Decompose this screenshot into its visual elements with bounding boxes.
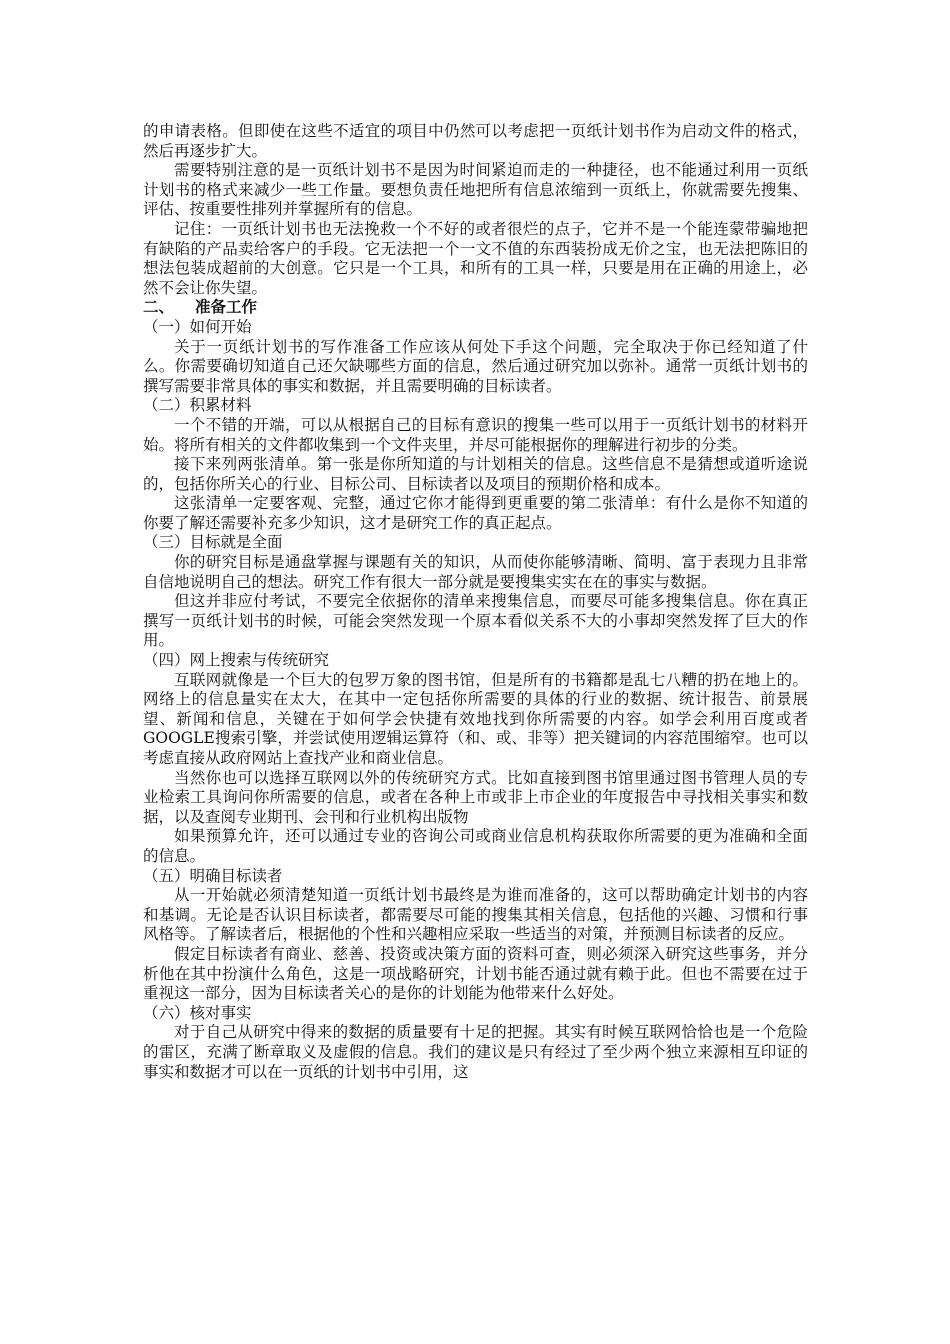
section-number: 二、 <box>143 298 175 317</box>
section-heading-preparation <box>143 298 808 318</box>
paragraph-remember: 记住：一页纸计划书也无法挽救一个不好的或者很烂的点子，它并不是一个能连蒙带骗地把有缺陷的产品卖给客户的手段。它无法把一个一文不值的东西装扮成无价之宝，也无法把陈旧的想法包装成超前的大创意。它只是一个工具，和所有的工具一样，只要是用在正确的用途上，必然不会让你失望。 <box>143 219 808 297</box>
paragraph-data-quality: 对于自己从研究中得来的数据的质量要有十足的把握。其实有时候互联网恰恰也是一个危险的雷区，充满了断章取义及虚假的信息。我们的建议是只有经过了至少两个独立来源相互印证的事实和数据才可以在一页纸的计划书中引用，这 <box>143 1023 808 1081</box>
paragraph-budget: 如果预算允许，还可以通过专业的咨询公司或商业信息机构获取你所需要的更为准确和全面的信息。 <box>143 827 808 865</box>
subheading-verify-facts: （六）核对事实 <box>143 1003 252 1022</box>
subheading-target-reader: （五）明确目标读者 <box>143 866 283 885</box>
subheading-gather-materials: （二）积累材料 <box>143 396 252 415</box>
paragraph-special-attention: 需要特别注意的是一页纸计划书不是因为时间紧迫而走的一种捷径，也不能通过利用一页纸计划书的格式来减少一些工作量。要想负责任地把所有信息浓缩到一页纸上，你就需要先搜集、评估、按重要性排列并掌握所有的信息。 <box>143 161 808 219</box>
paragraph-second-list: 这张清单一定要客观、完整，通过它你才能得到更重要的第二张清单：有什么是你不知道的你要了解还需要补充多少知识，这才是研究工作的真正起点。 <box>143 494 808 532</box>
paragraph-know-reader: 从一开始就必须清楚知道一页纸计划书最终是为谁而准备的，这可以帮助确定计划书的内容和基调。无论是否认识目标读者，都需要尽可能的搜集其相关信息，包括他的兴趣、习惯和行事风格等。了解读者后，根据他的个性和兴趣相应采取一些适当的对策，并预测目标读者的反应。 <box>143 886 808 944</box>
paragraph-good-start: 一个不错的开端，可以从根据自己的目标有意识的搜集一些可以用于一页纸计划书的材料开始。将所有相关的文件都收集到一个文件夹里，并尽可能根据你的理解进行初步的分类。 <box>143 415 808 454</box>
paragraph-research-goal: 你的研究目标是通盘掌握与课题有关的知识，从而使你能够清晰、简明、富于表现力且非常自信地说明自己的想法。研究工作有很大一部分就是要搜集实实在在的事实与数据。 <box>143 553 808 591</box>
document-page <box>143 122 808 1082</box>
subheading-goal-comprehensive: （三）目标就是全面 <box>143 533 283 552</box>
paragraph-how-to-start: 关于一页纸计划书的写作准备工作应该从何处下手这个问题，完全取决于你已经知道了什么。你需要确切知道自己还欠缺哪些方面的信息，然后通过研究加以弥补。通常一页纸计划书的撰写需要非常具体的事实和数据，并且需要明确的目标读者。 <box>143 337 808 395</box>
paragraph-internet-library: 互联网就像是一个巨大的包罗万象的图书馆，但是所有的书籍都是乱七八糟的扔在地上的。网络上的信息量实在太大，在其中一定包括你所需要的具体的行业的数据、统计报告、前景展望、新闻和信息，关键在于如何学会快捷有效地找到你所需要的内容。如学会利用百度或者GOOGLE搜索引擎，并尝试使用逻辑运算符（和、或、非等）把关键词的内容范围缩窄。也可以考虑直接从政府网站上查找产业和商业信息。 <box>143 670 808 767</box>
paragraph-application-form: 的申请表格。但即使在这些不适宜的项目中仍然可以考虑把一页纸计划书作为启动文件的格式，然后再逐步扩大。 <box>143 122 808 160</box>
paragraph-traditional-research: 当然你也可以选择互联网以外的传统研究方式。比如直接到图书馆里通过图书管理人员的专业检索工具询问你所需要的信息，或者在各种上市或非上市企业的年度报告中寻找相关事实和数据，以及查阅专业期刊、会刊和行业机构出版物 <box>143 768 808 826</box>
section-title: 准备工作 <box>195 298 258 317</box>
subheading-web-search: （四）网上搜索与传统研究 <box>143 651 330 670</box>
paragraph-two-lists: 接下来列两张清单。第一张是你所知道的与计划相关的信息。这些信息不是猜想或道听途说的，包括你所关心的行业、目标公司、目标读者以及项目的预期价格和成本。 <box>143 455 808 493</box>
paragraph-reader-materials: 假定目标读者有商业、慈善、投资或决策方面的资料可查，则必须深入研究这些事务，并分析他在其中扮演什么角色，这是一项战略研究，计划书能否通过就有赖于此。但也不需要在过于重视这一部分，因为目标读者关心的是你的计划能为他带来什么好处。 <box>143 944 808 1003</box>
paragraph-not-exam: 但这并非应付考试，不要完全依据你的清单来搜集信息，而要尽可能多搜集信息。你在真正撰写一页纸计划书的时候，可能会突然发现一个原本看似关系不大的小事却突然发挥了巨大的作用。 <box>143 592 808 650</box>
subheading-how-to-start: （一）如何开始 <box>143 317 252 336</box>
